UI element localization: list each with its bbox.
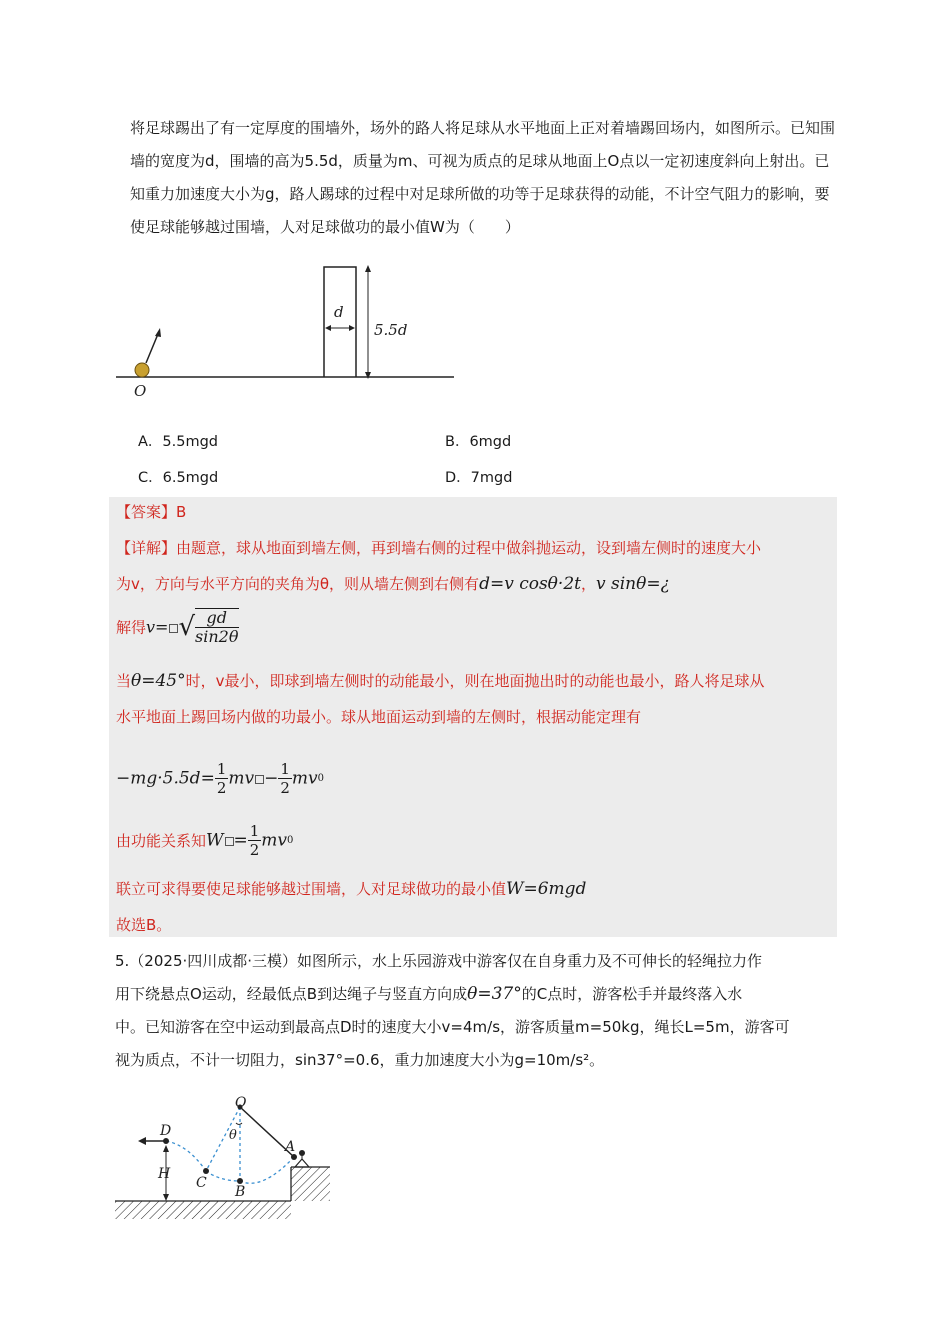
detail-label: 【详解】 — [116, 539, 177, 557]
half-fraction-3 — [248, 822, 262, 859]
energy-equation — [116, 760, 324, 797]
energy-lhs: −mg·5.5d= — [116, 768, 215, 789]
func-label: 由功能关系知 — [116, 832, 207, 850]
q5-line2b: 的C点时，游客松手并最终落入水 — [521, 985, 743, 1003]
question5-text — [115, 945, 837, 1077]
football — [135, 363, 149, 377]
mv-term-1: mv — [228, 768, 255, 789]
min-text: 时，v最小，即球到墙左侧时的动能最小，则在地面抛出时的动能也最小，路人将足球从 — [185, 672, 765, 690]
placeholder-box — [255, 775, 264, 784]
q5-line4: 视为质点，不计一切阻力，sin37°=0.6，重力加速度大小为g=10m/s²。 — [115, 1051, 605, 1069]
mv-term-2: mv — [291, 768, 318, 789]
sqrt-fraction — [195, 608, 238, 646]
label-D: D — [160, 1123, 172, 1139]
q5-theta: θ=37° — [467, 984, 522, 1004]
question4-text: 将足球踢出了有一定厚度的围墙外，场外的路人将足球从水平地面上正对着墙踢回场内，如图所示。已知围墙的宽度为d，围墙的高为5.5d，质量为m、可视为质点的足球从地面上O点以一定初速度斜向上射出。已知重力加速度大小为g，路人踢球的过程中对足球所做的功等于足球获得的动能，不计空气阻力的影响，要使足球能够越过围墙，人对足球做功的最小值W为（ ） — [130, 119, 836, 236]
solve-label: 解得 — [116, 618, 147, 637]
label-height: 5.5d — [374, 321, 408, 339]
min-line — [116, 670, 765, 691]
swing-figure — [112, 1095, 337, 1230]
label-A: A — [285, 1139, 296, 1155]
sqrt-sign: √ — [178, 612, 196, 642]
label-C: C — [196, 1175, 207, 1191]
option-b: B．6mgd — [445, 434, 512, 450]
combine-line — [116, 878, 586, 899]
comma: ， — [580, 575, 596, 593]
combine-result: W=6mgd — [506, 879, 587, 899]
mv-term-3: mv — [261, 830, 288, 851]
option-d: D．7mgd — [445, 470, 513, 486]
half-num-1: 1 — [216, 760, 227, 778]
when-label: 当 — [116, 672, 132, 690]
work-lhs: W — [206, 830, 224, 851]
work-equation — [116, 822, 293, 859]
wall-figure — [112, 262, 462, 402]
label-d: d — [334, 303, 344, 321]
q5-line3: 中。已知游客在空中运动到最高点D时的速度大小v=4m/s，游客质量m=50kg，绳长L=5m，游客可 — [115, 1018, 790, 1036]
half-den-2: 2 — [280, 779, 290, 797]
subscript-zero: 0 — [317, 773, 324, 784]
q5-line2 — [115, 978, 837, 1011]
combine-text: 联立可求得要使足球能够越过围墙，人对足球做功的最小值 — [116, 880, 507, 898]
detail-text2: 为v，方向与水平方向的夹角为θ，则从墙左侧到右侧有 — [116, 575, 480, 593]
label-O2: O — [235, 1095, 247, 1111]
v-lhs: v= — [146, 617, 169, 637]
option-a: A．5.5mgd — [138, 434, 219, 450]
detail-line2 — [116, 573, 670, 594]
q5-line1: 5.（2025·四川成都·三模）如图所示，水上乐园游戏中游客仅在自身重力及不可伸长的轻绳拉力作 — [115, 952, 763, 970]
half-num-3: 1 — [249, 822, 260, 840]
answer-label: 【答案】B — [116, 503, 187, 521]
sqrt-numerator: gd — [195, 609, 238, 628]
half-den-3: 2 — [249, 841, 260, 859]
equation-vertical: v sinθ=¿ — [595, 574, 670, 594]
final-choice: 故选B。 — [116, 916, 172, 934]
half-fraction-2 — [278, 760, 292, 797]
label-H: H — [158, 1166, 171, 1182]
label-theta: θ — [229, 1128, 237, 1143]
half-den-1: 2 — [216, 779, 227, 797]
label-O: O — [134, 382, 147, 400]
min-line2: 水平地面上踢回场内做的功最小。球从地面运动到墙的左侧时，根据动能定理有 — [116, 708, 642, 726]
option-c: C．6.5mgd — [138, 470, 219, 486]
theta-value: θ=45° — [131, 671, 186, 691]
equals-sign: = — [233, 830, 248, 851]
placeholder-box — [225, 837, 234, 846]
minus-sign: − — [264, 768, 279, 789]
half-fraction-1 — [215, 760, 229, 797]
detail-line1 — [116, 537, 761, 558]
detail-text1: 由题意，球从地面到墙左侧，再到墙右侧的过程中做斜抛运动，设到墙左侧时的速度大小 — [176, 539, 762, 557]
sqrt-denominator: sin2θ — [195, 627, 239, 646]
subscript-zero: 0 — [287, 835, 294, 846]
equation-horizontal: d=v cosθ·2t — [479, 574, 581, 594]
label-B: B — [235, 1184, 246, 1200]
solve-line — [116, 608, 239, 646]
q5-line2a: 用下绕悬点O运动，经最低点B到达绳子与竖直方向成 — [115, 985, 468, 1003]
half-num-2: 1 — [280, 760, 290, 778]
